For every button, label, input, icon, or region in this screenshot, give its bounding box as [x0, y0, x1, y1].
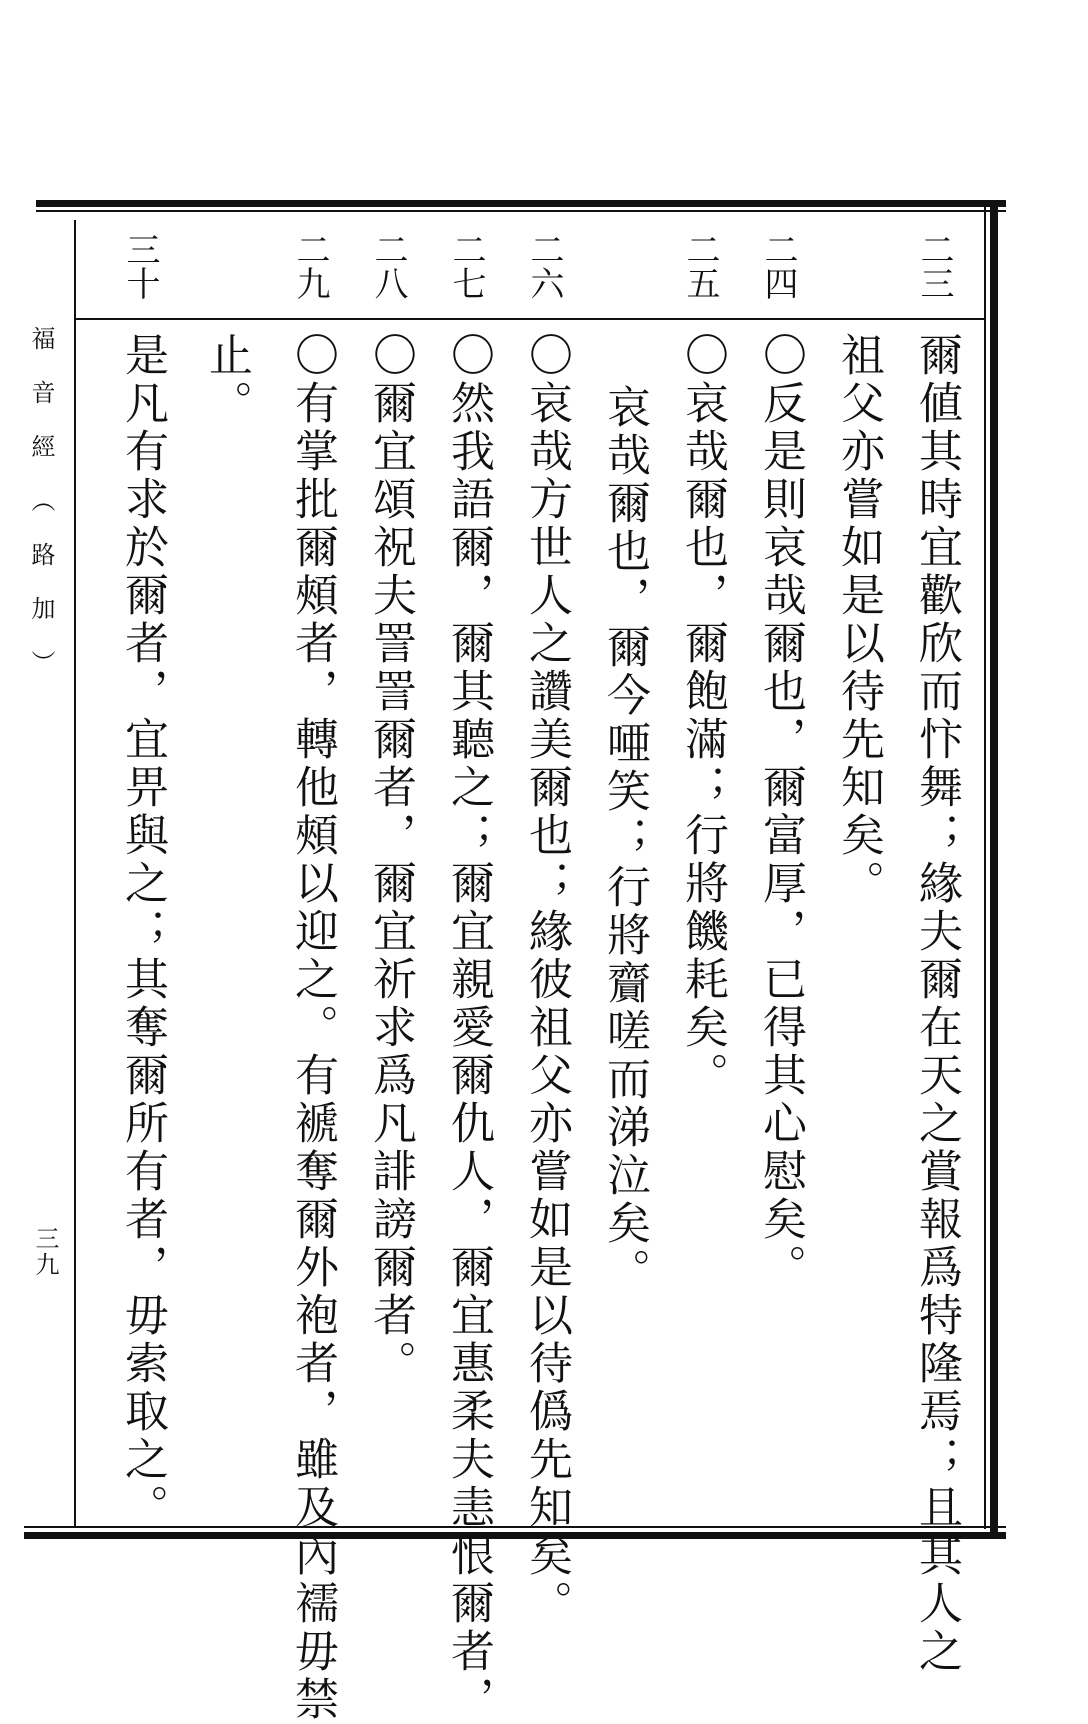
text-column: 〇爾宜頌祝夫詈詈爾者，爾宜祈求爲凡誹謗爾者。 — [365, 332, 416, 1388]
text-column: 〇哀哉爾也，爾飽滿；行將饑耗矣。 — [677, 332, 728, 1100]
text-column: 〇反是則哀哉爾也，爾富厚，已得其心慰矣。 — [755, 332, 806, 1292]
text-column: 是凡有求於爾者，宜畀與之；其奪爾所有者，毋索取之。 — [117, 332, 168, 1532]
text-column: 止。 — [201, 332, 252, 428]
text-column: 爾値其時宜歡欣而忭舞；緣夫爾在天之賞報爲特隆焉；且其人之 — [911, 332, 962, 1676]
verse-number: 二五 — [680, 232, 720, 300]
verse-number: 二八 — [368, 232, 408, 300]
verse-number: 二九 — [290, 232, 330, 300]
text-column: 哀哉爾也，爾今唖笑；行將齎嗟而涕泣矣。 — [599, 384, 650, 1296]
text-column: 祖父亦嘗如是以待先知矣。 — [833, 332, 884, 908]
text-column: 〇有掌批爾頰者，轉他頰以迎之。有褫奪爾外袍者，雖及內襦毋禁 — [287, 332, 338, 1724]
verse-number: 二四 — [758, 232, 798, 300]
frame-right-inner-rule — [984, 207, 986, 1529]
verse-number: 二六 — [524, 232, 564, 300]
text-column: 〇然我語爾，爾其聽之；爾宜親愛爾仇人，爾宜惠柔夫恚恨爾者， — [443, 332, 494, 1724]
book-title: 福音經（路加） — [27, 326, 55, 704]
frame-right-rule — [990, 200, 998, 1539]
frame-top-rule — [36, 200, 1006, 207]
frame-bottom-rule — [24, 1532, 1006, 1539]
verse-number: 二三 — [914, 232, 954, 300]
verse-number: 三十 — [120, 232, 160, 300]
frame-left-rule — [74, 220, 76, 1526]
text-column: 〇哀哉方世人之讚美爾也；緣彼祖父亦嘗如是以待僞先知矣。 — [521, 332, 572, 1628]
page-number: 三九 — [31, 1226, 59, 1278]
verse-number-divider — [76, 318, 984, 320]
frame-top-inner-rule — [36, 210, 1006, 212]
verse-number: 二七 — [446, 232, 486, 300]
